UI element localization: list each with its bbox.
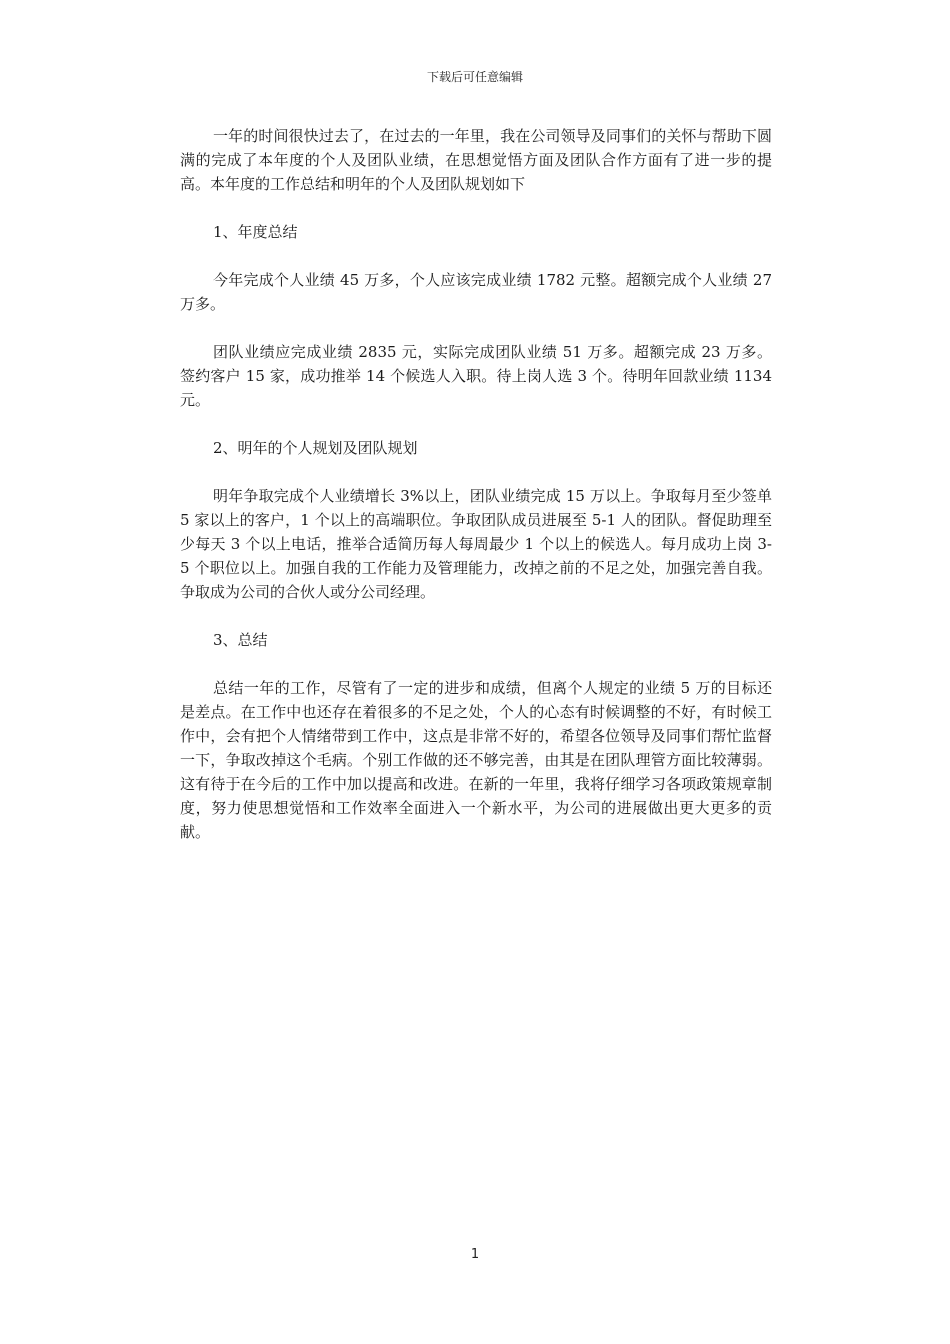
section-heading-next-year-plan: 2、明年的个人规划及团队规划 [213, 439, 418, 457]
personal-performance-paragraph: 今年完成个人业绩 45 万多，个人应该完成业绩 1782 元整。超额完成个人业绩 27 万多。 [180, 271, 772, 313]
team-performance-paragraph: 团队业绩应完成业绩 2835 元，实际完成团队业绩 51 万多。超额完成 23 万多。 签约客户 15 家，成功推举 14 个候选人入职。待上岗人选 3 个。待明年回款业绩 1134 元。 [180, 343, 772, 409]
section-heading-conclusion: 3、总结 [213, 631, 268, 649]
conclusion-paragraph: 总结一年的工作，尽管有了一定的进步和成绩，但离个人规定的业绩 5 万的目标还是差点。在工作中也还存在着很多的不足之处，个人的心态有时候调整的不好，有时候工作中，会有把个人情绪带到工作中，这点是非常不好的，希望各位领导及同事们帮忙监督一下，争取改掉这个毛病。个别工作做的还不够完善，由其是在团队理管方面比较薄弱。这有待于在今后的工作中加以提高和改进。在新的一年里，我将仔细学习各项政策规章制度，努力使思想觉悟和工作效率全面进入一个新水平，为公司的进展做出更大更多的贡献。 [180, 679, 772, 841]
document-body [180, 124, 772, 868]
page-number: 1 [470, 1247, 480, 1262]
intro-paragraph: 一年的时间很快过去了，在过去的一年里，我在公司领导及同事们的关怀与帮助下圆满的完成了本年度的个人及团队业绩，在思想觉悟方面及团队合作方面有了进一步的提高。本年度的工作总结和明年的个人及团队规划如下 [180, 127, 772, 193]
section-heading-annual-summary: 1、年度总结 [213, 223, 298, 241]
next-year-plan-paragraph: 明年争取完成个人业绩增长 3%以上，团队业绩完成 15 万以上。争取每月至少签单 5 家以上的客户，1 个以上的高端职位。争取团队成员进展至 5-1 人的团队。督促助理至少每天 3 个以上电话，推举合适简历每人每周最少 1 个以上的候选人。每月成功上岗 3-5 个职位以上。加强自我的工作能力及管理能力，改掉之前的不足之处，加强完善自我。争取成为公司的合伙人或分公司经理。 [180, 487, 772, 601]
page-header: 下载后可任意编辑 [426, 70, 523, 84]
